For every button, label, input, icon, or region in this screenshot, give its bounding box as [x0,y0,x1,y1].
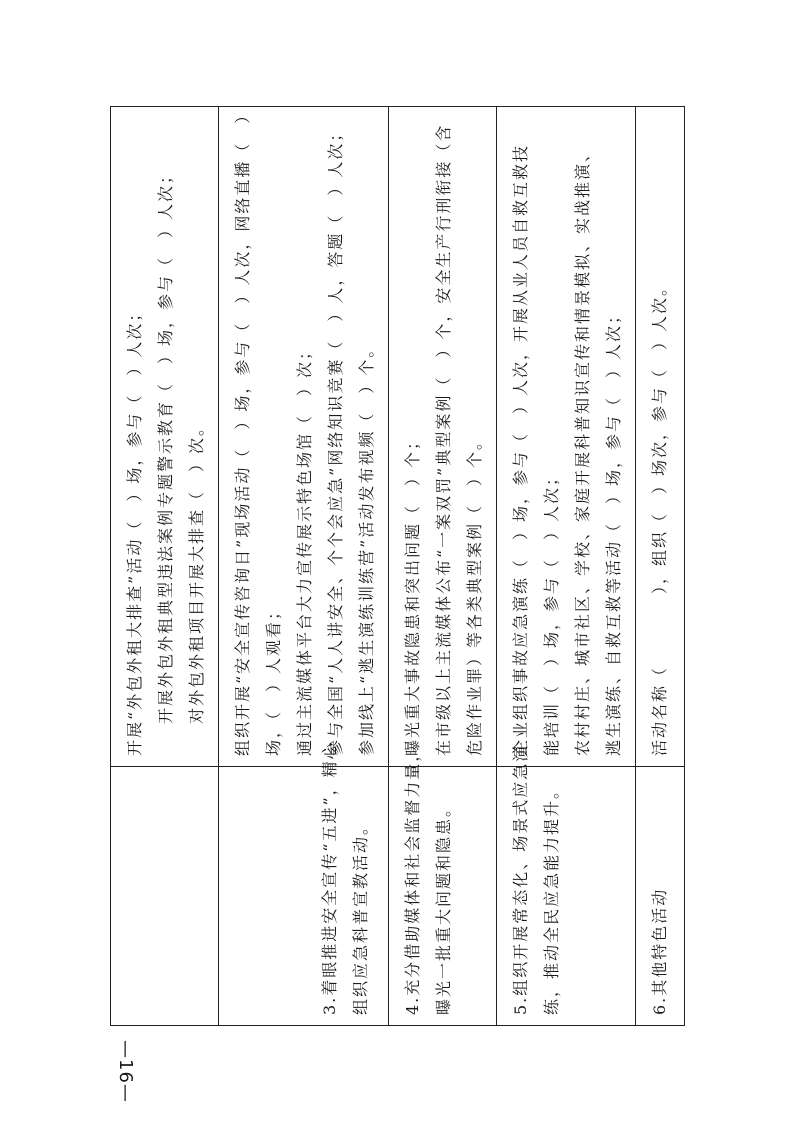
item-cell [219,741,389,1026]
record-cell [111,107,219,767]
record-line: 通过主流媒体平台大力宣传展示特色场馆（ ）次； [295,341,314,756]
record-line: 开展外包外租典型违法案例专题警示教育（ ）场，参与（ ）人次； [156,165,175,724]
record-line: 参与全国“人人讲安全、个个会应急”网络知识竞赛（ ）人，答题（ ）人次； [326,123,345,756]
record-line: 曝光重大事故隐患和突出问题（ ）个； [403,431,422,756]
record-line: 活动名称（ ），组织（ ）场次，参与（ ）人次。 [650,277,669,756]
record-line: 农村村庄、城市社区、学校、家庭开展科普知识宣传和情景模拟、实战推演、 [573,143,592,756]
item-line: 组织应急科普宣教活动。 [351,816,370,1015]
record-line: 参加线上“逃生演练训练营”活动发布视频（ ）个。 [357,339,376,756]
item-cell [111,767,219,1026]
item-line: 曝光一批重大问题和隐患。 [434,798,453,1015]
item-line: 4.充分借助媒体和社会监督力量， [403,743,422,1015]
item-cell [389,743,497,1026]
record-line: 企业组织事故应急演练（ ）场，参与（ ）人次，开展从业人员自救互救技 [511,143,530,756]
item-line: 3.着眼推进安全宣传“五进”，精心 [320,741,339,1015]
page-number: —16— [115,1040,136,1103]
record-line: 场，（ ）人观看； [264,601,283,756]
table-row [219,107,389,1026]
record-line: 对外包外租项目开展大排查（ ）次。 [187,417,206,724]
record-line: 组织开展“安全宣传咨询日”现场活动（ ）场，参与（ ）人次，网络直播（ ） [233,105,252,756]
table-row [111,107,219,1026]
table-row [389,107,497,1026]
record-cell [497,107,636,767]
record-cell [219,107,389,767]
table-row [636,107,685,1026]
record-line: 开展“外包外租大排查”活动（ ）场，参与（ ）人次； [125,303,144,756]
record-line: 危险作业罪）等各类典型案例（ ）个。 [465,431,484,756]
record-line: 在市级以上主流媒体公布“一案双罚”典型案例（ ）个，安全生产行刑衔接（含 [434,123,453,756]
record-line: 能培训（ ）场，参与（ ）人次； [542,467,561,756]
record-line: 逃生演练、自救互救等活动（ ）场，参与（ ）人次； [604,305,623,756]
rotated-table-wrapper [110,105,669,1026]
table-row [497,107,636,1026]
item-cell [636,767,685,1026]
activity-table [110,106,685,1026]
item-line: 5.组织开展常态化、场景式应急演 [511,743,530,1015]
record-cell [389,107,497,767]
item-cell [497,743,636,1026]
item-line: 练，推动全民应急能力提升。 [542,780,561,1015]
item-line: 6.其他特色活动 [650,887,669,1015]
record-cell [636,107,685,767]
